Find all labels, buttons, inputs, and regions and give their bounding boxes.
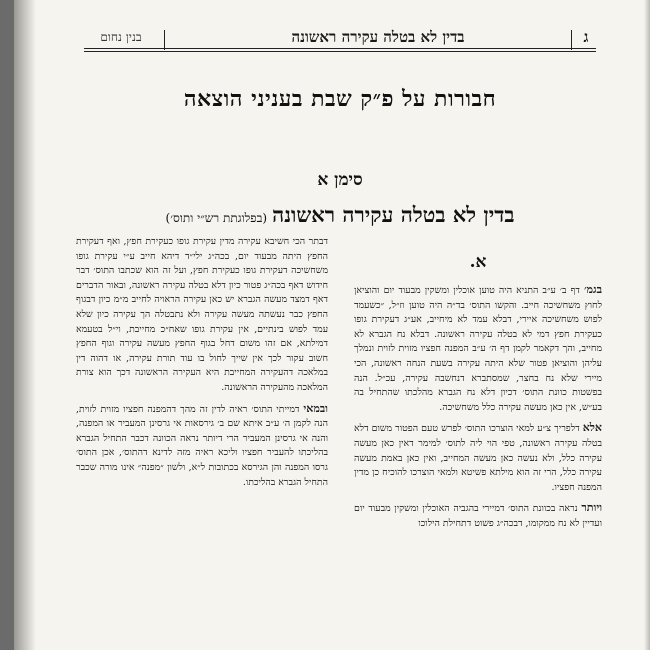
paragraph-text: נראה בכוונת התוס׳ דמיירי בהגביה האוכלין ומשקין מבעוד יום ועדיין לא נח ממקומו, דבכה״ג פשוט דתחילת הילוכו	[354, 503, 602, 529]
siman-heading: סימן א	[317, 170, 363, 190]
subtitle-parenthetical: (בפלוגתת רש״י ותוס׳)	[165, 211, 268, 225]
paragraph-lead: ובמאי	[303, 401, 328, 415]
paragraph-text: דבתר הכי חשיבא עקירה מדין עקירת גופו כעקירת חפץ, ואף דעקירת החפץ היתה מבעוד יום, בכה״ג ילי״ד דיהא חייב ע״י עקירת גופו משחשיכה דעקירת גופו כעקירת חפץ, ועל זה הוא שכתבו התוס׳ דבר חידוש דאף בכה״ג פטור כיון דלא בטלה עקירה ראשונה, ובאור הדברים דאף דמצד מעשה הגברא יש כאן עקירה הראויה לחייב מ״מ כיון דבגוף החפץ כבר נעשתה מעשה עקירה ולא נתבטלה הך עקירה כיון שלא עמד לפוש בינתיים, אין עקירת גופו שאח״כ מחייבת, וי״ל בטעמא דמילתא, אם זהו משום דחל בגוף החפץ מעשה עקירה וגוף החפץ חשוב עקור לכך אין שייך לחול בו עוד תורת עקירה, או דהוה דין במלאכה דהעקירה המחייבת היא העקירה הראשונה דכך הוא צורת המלאכה מהעקירה הראשונה.	[76, 236, 328, 393]
page-number: ג	[583, 28, 589, 46]
paragraph	[354, 421, 602, 495]
running-title: בדין לא בטלה עקירה ראשונה	[291, 28, 465, 46]
left-column	[76, 235, 328, 496]
header-rule	[84, 51, 596, 52]
gutter-shadow	[14, 0, 36, 650]
paragraph	[76, 235, 328, 396]
paragraph	[354, 283, 602, 415]
paragraph-text: דלפריך צ״ע למאי הוצרכו התוס׳ לפרש טעם הפטור משום דלא בטלה עקירה ראשונה, טפי הוי ליה לתוס׳ למימר דאין כאן מעשה עקירה כלל, ולא נעשה כאן מעשה המחייב, ואין כאן באמת מעשה עקירה כלל, הרי זה הוא מילתא פשיטא ולמאי הוצרכו להוכיח כן מדין המפנה חפציו.	[354, 423, 602, 493]
right-column	[354, 283, 602, 538]
header-rule	[84, 48, 596, 49]
siman-subtitle	[84, 202, 596, 228]
book-page	[14, 0, 650, 650]
main-title: חבורות על פ״ק שבת בעניני הוצאה	[183, 86, 497, 112]
page-edge	[644, 0, 650, 650]
book-name: בנין נחום	[100, 30, 142, 44]
paragraph	[354, 501, 602, 531]
running-header	[84, 22, 596, 52]
paragraph-lead: בגמ׳	[584, 283, 602, 296]
subtitle-main: בדין לא בטלה עקירה ראשונה	[272, 202, 515, 227]
header-divider	[164, 30, 165, 50]
section-letter: א.	[469, 252, 487, 272]
paragraph-text: דף ב׳ ע״ב התניא היה טוען אוכלין ומשקין מבעוד יום והוציאן לחוץ משחשיכה חייב. והקשו התוס׳ בד״ה היה טוען וז״ל, ״כשעמד לפוש משחשיכה איירי, דבלא עמד לא מיחייב, אע״ג דעקירת גופו כעקירת חפץ דמי לא בטלה עקירה ראשונה. דבלא נח הגברא לא מחייב, והך דקאמר לקמן דף ה׳ ע״ב המפנה חפציו מזוית לזוית ונמלך עליהן והוציאן פטור שלא היתה עקירה בשעת הנחה ראשונה, הכי מיירי שלא נח בחצר, שמסתברא דנחשבה עקירה, עכ״ל. הנה בפשטות כוונת התוס׳ דכיון דלא נח הגברא מהלכתו שהתחיל בה בע״ש, אין כאן מעשה עקירה כלל משחשיכה.	[354, 285, 602, 413]
paragraph	[76, 402, 328, 491]
paragraph-lead: ויותר	[581, 501, 603, 515]
paragraph-lead: אלא	[582, 421, 602, 435]
paragraph-text: דמייתי התוס׳ ראיה לדין זה מהך דהמפנה חפציו מזוית לזוית, הנה לקמן ה׳ ע״ב איתא שם ב׳ גירסאות אי גרסינן המעביר או המפנה, והנה אי גרסינן המעביר הרי דיותר נראה הכוונה דכבר התחיל הגברא בהליכתו להעביר חפציו וליכא ראיה מזה לדינא דהתוס׳, אכן התוס׳ גרסו המפנה והן הגירסא בכתובות ל״א, ולשון ״מפנה״ אינו מורה שכבר התחיל הגברא בהליכתו.	[76, 403, 328, 488]
